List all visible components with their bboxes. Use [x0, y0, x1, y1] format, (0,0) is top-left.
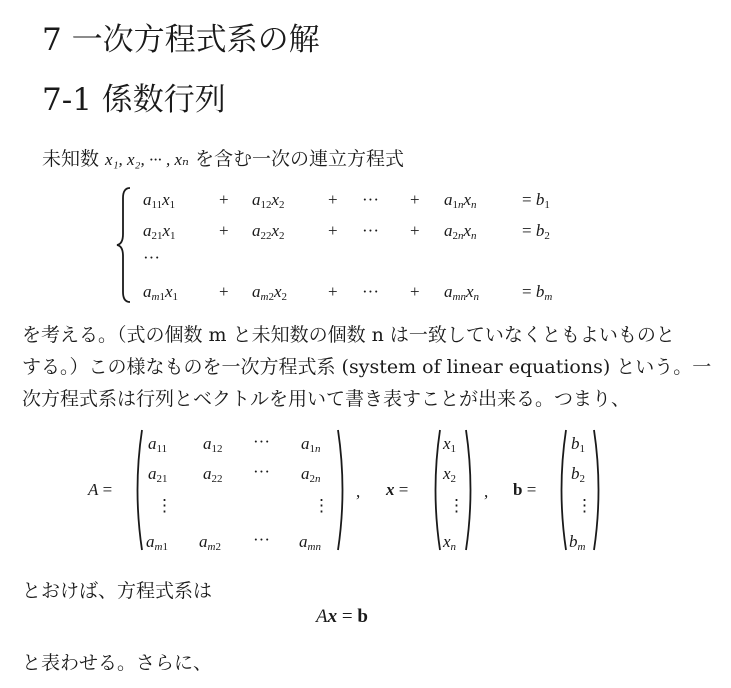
A-21: $a_{21}$ — [148, 464, 168, 485]
eq-r4-c3: $a_{mn}x_n$ — [444, 282, 479, 303]
intro-before: 未知数 — [42, 148, 106, 170]
eq-r2-dots: ··· — [362, 221, 379, 240]
b-2: $b_2$ — [571, 464, 585, 485]
vector-x-label: x = — [386, 480, 409, 499]
intro-after: を含む一次の連立方程式 — [188, 148, 404, 170]
eq-r1-c1: $a_{11}x_1$ — [143, 190, 176, 211]
eq-r1-c2: $a_{12}x_2$ — [252, 190, 285, 211]
x-vdots: ⋮ — [448, 496, 465, 515]
A-2-dots: ··· — [253, 462, 270, 481]
paragraph-line-1: を考える。（式の個数 m と未知数の個数 n は一致していなくともよいものと — [22, 324, 675, 346]
eq-r2-op1: + — [219, 221, 229, 240]
A-1n: $a_{1n}$ — [301, 434, 321, 455]
b-vdots: ⋮ — [576, 496, 593, 515]
x-1: $x_1$ — [443, 434, 457, 455]
A-m1: $a_{m1}$ — [146, 532, 168, 553]
A-m2: $a_{m2}$ — [199, 532, 221, 553]
paragraph-line-3: 次方程式系は行列とベクトルを用いて書き表すことが出来る。つまり、 — [22, 388, 631, 410]
matrix-equation: Ax = b — [316, 606, 368, 627]
eq-r4-op3: + — [410, 282, 420, 301]
eq-r2-op2: + — [328, 221, 338, 240]
A-11: $a_{11}$ — [148, 434, 168, 455]
eq-r4-op2: + — [328, 282, 338, 301]
intro-line — [42, 144, 404, 171]
vector-x-right-paren — [464, 428, 476, 552]
A-mn: $a_{mn}$ — [299, 532, 321, 553]
eq-r4-c1: $a_{m1}x_1$ — [143, 282, 178, 303]
x-2: $x_2$ — [443, 464, 457, 485]
matrix-A-left-paren — [132, 428, 144, 552]
vector-b-left-paren — [556, 428, 568, 552]
eq-r2-rhs: = $b_2$ — [522, 221, 550, 242]
eq-r4-op1: + — [219, 282, 229, 301]
after-matrix-text: とおけば、方程式系は — [22, 580, 213, 602]
eq-r4-rhs: = $b_m$ — [522, 282, 553, 303]
vector-b-label: b = — [513, 480, 537, 499]
b-m: $b_m$ — [569, 532, 586, 553]
eq-r2-c3: $a_{2n}x_n$ — [444, 221, 477, 242]
comma-2: , — [484, 482, 489, 501]
b-1: $b_1$ — [571, 434, 585, 455]
A-1-dots: ··· — [253, 432, 270, 451]
eq-r2-op3: + — [410, 221, 420, 240]
eq-r1-dots: ··· — [362, 190, 379, 209]
A-m-dots: ··· — [253, 530, 270, 549]
eq-r4-dots: ··· — [362, 282, 379, 301]
eq-r2-c1: $a_{21}x_1$ — [143, 221, 176, 242]
subsection-title: 7-1 係数行列 — [42, 82, 226, 118]
eq-r1-op3: + — [410, 190, 420, 209]
x-n: $x_n$ — [443, 532, 457, 553]
matrix-A-right-paren — [336, 428, 348, 552]
eq-r2-c2: $a_{22}x_2$ — [252, 221, 285, 242]
section-title: 7 一次方程式系の解 — [42, 22, 320, 58]
eq-r1-rhs: = $b_1$ — [522, 190, 550, 211]
eq-r3-dots: ··· — [143, 248, 160, 267]
A-vdots-left: ⋮ — [156, 496, 173, 515]
eq-r1-op2: + — [328, 190, 338, 209]
vector-x-left-paren — [430, 428, 442, 552]
intro-vars: x₁, x₂, ··· , xₙ — [105, 150, 189, 169]
system-brace — [116, 186, 134, 304]
eq-r1-c3: $a_{1n}x_n$ — [444, 190, 477, 211]
comma-1: , — [356, 482, 361, 501]
matrix-A-label: A = — [88, 480, 113, 499]
A-vdots-right: ⋮ — [313, 496, 330, 515]
A-22: $a_{22}$ — [203, 464, 223, 485]
eq-r4-c2: $a_{m2}x_2$ — [252, 282, 287, 303]
closing-text: と表わせる。さらに、 — [22, 652, 213, 674]
A-12: $a_{12}$ — [203, 434, 223, 455]
paragraph-line-2: する。）この様なものを一次方程式系 (system of linear equations) という。一 — [22, 356, 712, 378]
A-2n: $a_{2n}$ — [301, 464, 321, 485]
vector-b-right-paren — [592, 428, 604, 552]
eq-r1-op1: + — [219, 190, 229, 209]
